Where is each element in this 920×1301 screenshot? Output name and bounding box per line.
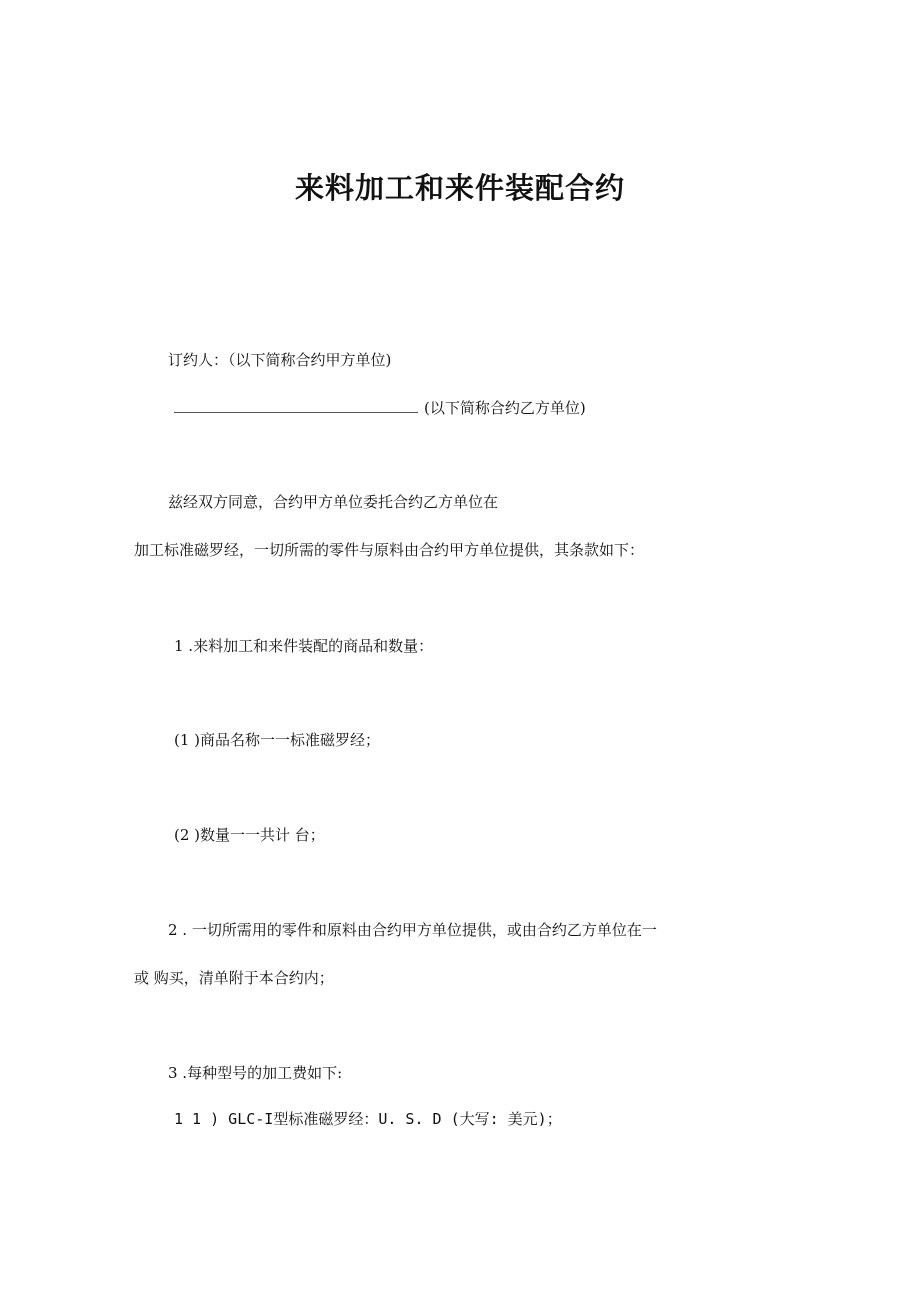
clause-3-heading: 3 .每种型号的加工费如下: (168, 1064, 343, 1082)
clause-1-heading: 1 .来料加工和来件装配的商品和数量： (174, 637, 434, 655)
intro-line-1: 兹经双方同意，合约甲方单位委托合约乙方单位在 (168, 493, 499, 511)
intro-line-2: 加工标准磁罗经，一切所需的零件与原料由合约甲方单位提供，其条款如下： (134, 541, 645, 559)
party-a-line: 订约人：（以下简称合约甲方单位) (168, 351, 392, 369)
clause-2-line-2: 或 购买，清单附于本合约内； (134, 969, 334, 987)
party-b-text: (以下简称合约乙方单位) (424, 399, 586, 417)
clause-1-item-2: (2 )数量一一共计 台； (174, 826, 325, 844)
party-b-blank (174, 398, 418, 413)
clause-1-item-1: (1 )商品名称一一标准磁罗经； (174, 731, 381, 749)
clause-2-line-1: 2 . 一切所需用的零件和原料由合约甲方单位提供，或由合约乙方单位在一 (168, 921, 657, 939)
party-b-line (174, 398, 586, 418)
clause-3-item-1: 1 1 ) GLC-I型标准磁罗经：U. S. D (大写: 美元)； (174, 1110, 562, 1128)
document-title: 来料加工和来件装配合约 (294, 171, 625, 205)
